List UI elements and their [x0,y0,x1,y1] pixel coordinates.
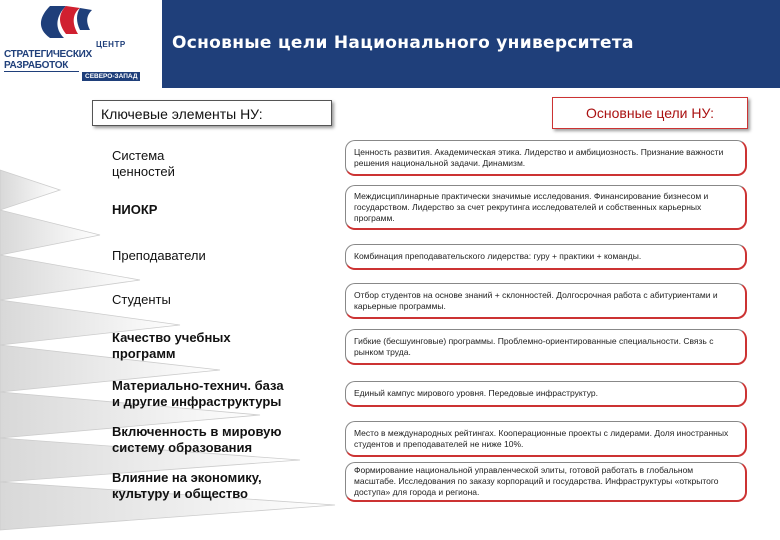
goal-text: Гибкие (бесшуинговые) программы. Проблемно-ориентированные специальности. Связь с рынком труда. [354,335,714,357]
goal-text: Отбор студентов на основе знаний + склонностей. Долгосрочная работа с абитуриентами и карьерные программы. [354,289,718,311]
goal-box-students [345,283,747,319]
element-programs: Качество учебных программ [112,330,231,361]
logo-region: СЕВЕРО-ЗАПАД [82,72,140,81]
goal-text: Место в международных рейтингах. Кооперационные проекты с лидерами. Доля иностранных студентов и преподавателей не ниже 10%. [354,427,729,449]
logo-rule [4,71,79,72]
element-infrastructure: Материально-технич. база и другие инфраструктуры [112,378,284,409]
goal-text: Комбинация преподавательского лидерства: гуру + практики + команды. [354,251,642,261]
goal-text: Формирование национальной управленческой элиты, готовой работать в глобальном масштабе. Исследования по заказу корпораций и государства. Инфраструктуры «открытого доступа» для города и региона. [354,465,719,497]
page-title: Основные цели Национального университета [172,33,634,53]
left-heading: Ключевые элементы НУ: [92,100,332,126]
element-impact: Влияние на экономику, культуру и общество [112,470,262,501]
goal-box-teachers [345,244,747,270]
goal-box-impact [345,462,747,502]
element-niokr: НИОКР [112,202,158,217]
goal-text: Ценность развития. Академическая этика. Лидерство и амбициозность. Признание важности решения национальной задачи. Динамизм. [354,146,724,168]
logo-line-2: РАЗРАБОТОК [4,60,68,71]
element-values: Система ценностей [112,148,175,179]
logo-line-1: СТРАТЕГИЧЕСКИХ [4,49,92,60]
right-heading: Основные цели НУ: [552,97,748,129]
goal-box-values [345,140,747,176]
logo-centr-text: ЦЕНТР [96,40,126,49]
goal-box-programs [345,329,747,365]
goal-box-infrastructure [345,381,747,407]
element-world-integration: Включенность в мировую систему образования [112,424,282,455]
element-teachers: Преподаватели [112,248,206,263]
goal-box-world [345,421,747,457]
goal-text: Междисциплинарные практически значимые исследования. Финансирование бизнесом и государством. Лидерство за счет рекрутинга исследователей и собственных карьерных программ. [354,190,709,223]
goal-box-niokr [345,185,747,230]
goal-text: Единый кампус мирового уровня. Передовые инфраструктур. [354,388,598,398]
flag-logo-icon [20,4,100,38]
element-students: Студенты [112,292,171,307]
logo [0,0,162,88]
